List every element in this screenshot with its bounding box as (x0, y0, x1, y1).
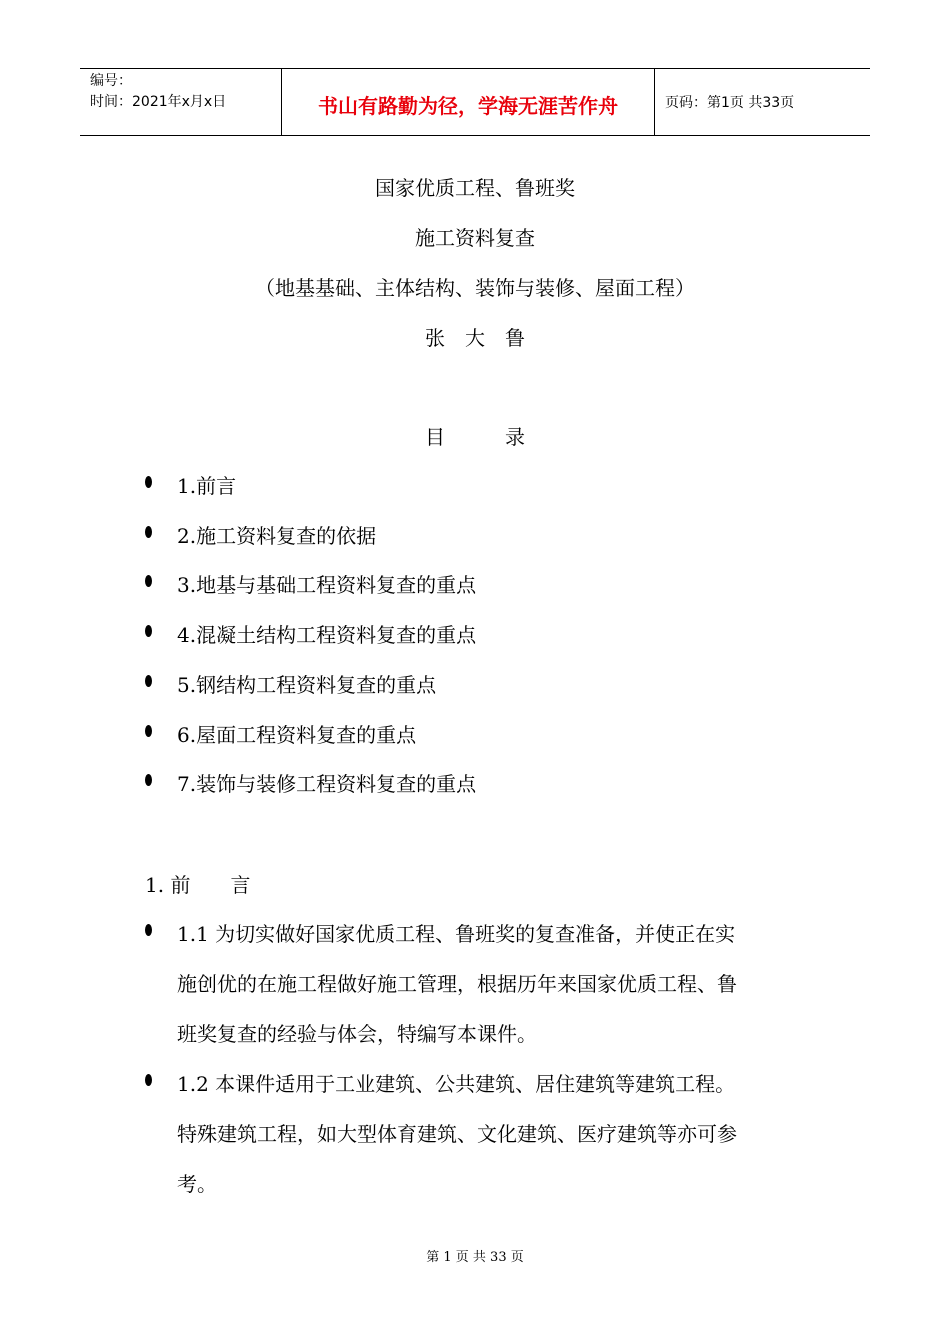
toc-heading: 目 录 (425, 425, 525, 449)
paragraph-line: 特殊建筑工程，如大型体育建筑、文化建筑、医疗建筑等亦可参 (177, 1122, 737, 1146)
title-line-3: （地基基础、主体结构、装饰与装修、屋面工程） (255, 276, 695, 300)
bullet-icon (145, 1074, 152, 1086)
section-heading: 1. 前 言 (145, 873, 251, 897)
header-motto: 书山有路勤为径，学海无涯苦作舟 (282, 69, 655, 135)
bullet-icon (145, 774, 152, 786)
paragraph-line: 1.2 本课件适用于工业建筑、公共建筑、居住建筑等建筑工程。 (177, 1072, 736, 1096)
toc-item: 5.钢结构工程资料复查的重点 (177, 673, 437, 697)
toc-item: 6.屋面工程资料复查的重点 (177, 723, 417, 747)
paragraph-line: 施创优的在施工程做好施工管理，根据历年来国家优质工程、鲁 (177, 972, 737, 996)
bullet-icon (145, 725, 152, 737)
paragraph-line: 班奖复查的经验与体会，特编写本课件。 (177, 1022, 537, 1046)
page-header (80, 68, 870, 136)
toc-item: 7.装饰与装修工程资料复查的重点 (177, 772, 477, 796)
paragraph-line: 考。 (177, 1172, 217, 1196)
page-footer: 第 1 页 共 33 页 (426, 1250, 524, 1265)
toc-item: 3.地基与基础工程资料复查的重点 (177, 573, 477, 597)
bullet-icon (145, 625, 152, 637)
header-meta (80, 69, 282, 135)
paragraph-line: 1.1 为切实做好国家优质工程、鲁班奖的复查准备，并使正在实 (177, 922, 736, 946)
number-label: 编号： (90, 73, 132, 89)
bullet-icon (145, 675, 152, 687)
title-line-1: 国家优质工程、鲁班奖 (375, 176, 575, 200)
bullet-icon (145, 575, 152, 587)
title-line-2: 施工资料复查 (415, 226, 535, 250)
bullet-icon (145, 476, 152, 488)
toc-item: 2.施工资料复查的依据 (177, 524, 377, 548)
author: 张 大 鲁 (425, 326, 525, 350)
toc-item: 4.混凝土结构工程资料复查的重点 (177, 623, 477, 647)
bullet-icon (145, 526, 152, 538)
bullet-icon (145, 924, 152, 936)
header-page-info: 页码：第1页 共33页 (665, 95, 795, 111)
time-label: 时间：2021年x月x日 (90, 94, 227, 110)
toc-item: 1.前言 (177, 474, 237, 498)
